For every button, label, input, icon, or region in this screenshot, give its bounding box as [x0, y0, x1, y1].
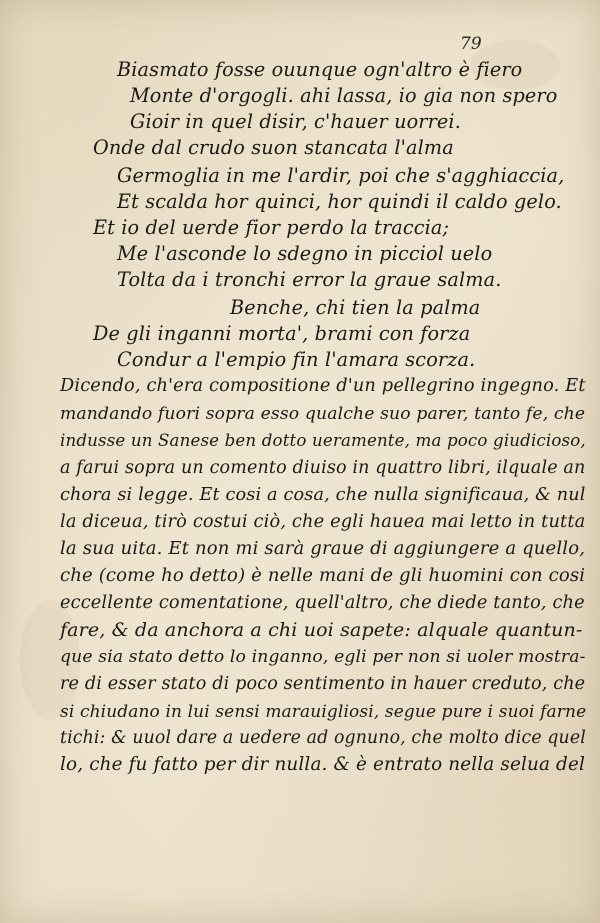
- poem-line: Et scalda hor quinci, hor quindi il caldo gelo.: [117, 190, 562, 213]
- prose-line: si chiudano in lui sensi marauigliosi, segue pure i suoi farne: [60, 701, 587, 721]
- prose-line: chora si legge. Et cosi a cosa, che nulla significaua, & nul: [60, 485, 586, 505]
- prose-line: tichi: & uuol dare a uedere ad ognuno, che molto dice quel: [60, 728, 586, 748]
- poem-line: Benche, chi tien la palma: [230, 296, 481, 319]
- poem-line: Et io del uerde fior perdo la traccia;: [93, 216, 450, 239]
- poem-line: Me l'asconde lo sdegno in picciol uelo: [117, 242, 493, 265]
- prose-line: la sua uita. Et non mi sarà graue di aggiungere a quello,: [60, 538, 586, 559]
- prose-line: mandando fuori sopra esso qualche suo parer, tanto fe, che: [60, 404, 586, 424]
- poem-line: Biasmato fosse ouunque ogn'altro è fiero: [117, 58, 523, 81]
- prose-line: re di esser stato di poco sentimento in hauer creduto, che: [60, 674, 586, 694]
- prose-line: eccellente comentatione, quell'altro, che diede tanto, che: [60, 593, 585, 613]
- prose-line: Dicendo, ch'era compositione d'un pellegrino ingegno. Et: [60, 376, 586, 396]
- prose-line: la diceua, tirò costui ciò, che egli hauea mai letto in tutta: [60, 511, 586, 532]
- prose-line: a farui sopra un comento diuiso in quattro libri, ilquale an: [60, 458, 586, 478]
- prose-line: fare, & da anchora a chi uoi sapete: alquale quantun-: [60, 619, 583, 641]
- poem-line: De gli inganni morta', brami con forza: [93, 322, 471, 345]
- poem-line: Tolta da i tronchi error la graue salma.: [117, 268, 502, 291]
- prose-line: che (come ho detto) è nelle mani de gli huomini con cosi: [60, 565, 586, 586]
- poem-line: Monte d'orgogli. ahi lassa, io gia non spero: [130, 84, 558, 107]
- prose-line: lo, che fu fatto per dir nulla. & è entrato nella selua del: [60, 754, 585, 775]
- prose-line: que sia stato detto lo inganno, egli per non si uoler mostra-: [60, 647, 586, 667]
- poem-line: Gioir in quel disir, c'hauer uorrei.: [130, 110, 461, 133]
- poem-line: Condur a l'empio fin l'amara scorza.: [117, 348, 476, 371]
- poem-line: Onde dal crudo suon stancata l'alma: [93, 136, 454, 159]
- prose-line: indusse un Sanese ben dotto ueramente, ma poco giudicioso,: [60, 431, 586, 450]
- poem-line: Germoglia in me l'ardir, poi che s'agghiaccia,: [117, 164, 565, 187]
- page-number: 79: [460, 34, 482, 54]
